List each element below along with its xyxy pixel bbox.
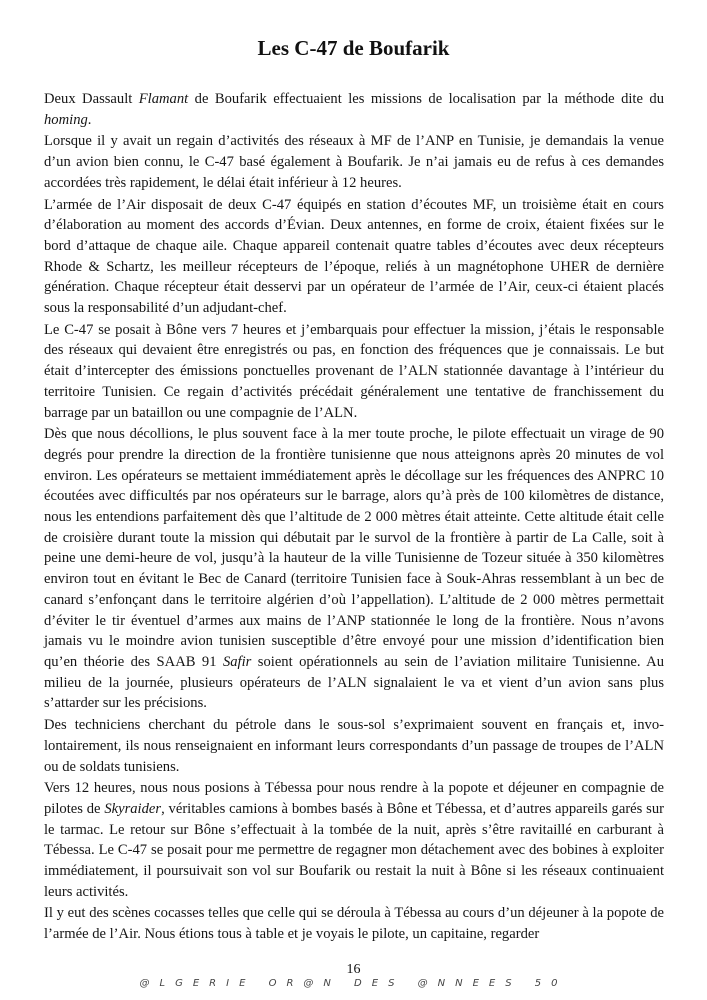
italic-term: homing	[44, 111, 88, 128]
italic-term: Skyraider	[104, 800, 162, 817]
text-run: , véritables camions à bombes basés à Bône et Tébessa, et d’autres appareils garés sur le tarmac. Le retour sur Bône s’effectuait à la tombée de la nuit, après s’être ravitaillé en carburant à Tébessa. Le C-47 se posait pour me permettre de regagner mon détachement avec des bobines à exploiter immédiatement, il poursuivait son vol sur Boufarik ou restait la nuit à Bône si les réseaux continuaient leurs activités.	[44, 800, 664, 900]
italic-term: Safir	[222, 653, 252, 670]
paragraph	[44, 320, 664, 424]
text-run: Dès que nous décollions, le plus souvent face à la mer toute proche, le pilote effectuait un virage de 90 degrés pour prendre la direction de la frontière tunisienne que nous atteignons après 20 minutes de vol environ. Les opérateurs se mettaient immédiatement après le décollage sur les fréquences des ANPRC 10 écoutées avec difficultés par nos opérateurs sur le barrage, alors qu’à près de 100 kilomètres de distance, nous les entendions parfaitement dès que l’altitude de 2 000 mètres était atteinte. Cette altitude était celle de croisière durant toute la mission qui débutait par le survol de la frontière à partir de La Calle, soit à peine une demi-heure de vol, jusqu’à la hauteur de la ville Tunisienne de Tozeur située à 350 kilomètres environ tout en évitant le Bec de Canard (territoire Tunisien face à Souk-Ahras ressemblant à un bec de canard s’enfonçant dans le territoire algérien d’où l’appellation). L’altitude de 2 000 mètres permettait d’éviter le tir éventuel d’armes aux mains de l’ANP stationnée le long de la frontière. Nous n’avons jamais vu le moindre avion tunisien susceptible d’être envoyé pour une mission d’identification bien qu’en théorie des SAAB 91	[44, 426, 664, 670]
text-run: Deux Dassault	[44, 91, 139, 107]
text-run: soient opérationnels au sein de l’aviation militaire Tunisienne. Au milieu de la journée, plusieurs opérateurs de l’ALN signalaient le va et vient d’un avion sans plus s’attarder sur les précisions.	[44, 653, 664, 712]
paragraph	[44, 195, 664, 319]
body-text	[44, 89, 664, 946]
text-run: Vers 12 heures, nous nous posions à Tébessa pour nous rendre à la popote et déjeuner en compagnie de pilotes de	[44, 780, 664, 817]
text-run: Le C-47 se posait à Bône vers 7 heures et j’embarquais pour effectuer la mission, j’étais le responsable des réseaux qui devaient être enregistrés ou pas, en fonction des fréquences que je connaissais. Le but était d’intercepter des émissions ponctuelles provenant de l’ALN stationnée davantage à l’intérieur du territoire Tunisien. Ce regain d’activités précédait généralement une tentative de franchissement du barrage par un bataillon ou une compagnie de l’ALN.	[44, 321, 664, 421]
paragraph	[44, 424, 664, 714]
italic-term: Flamant	[138, 91, 189, 107]
page-number: 16	[346, 962, 361, 977]
text-run: de Boufarik effectuaient les missions de localisation par la méthode dite du	[188, 91, 664, 107]
page-title: Les C-47 de Boufarik	[257, 36, 450, 60]
paragraph	[44, 715, 664, 777]
text-run: Des techniciens cherchant du pétrole dans le sous-sol s’exprimaient souvent en français et, involontairement, ils nous renseignaient en informant leurs correspondants d’un passage de troupes de l’ALN ou de soldats tunisiens.	[44, 717, 664, 775]
text-run: Il y eut des scènes cocasses telles que celle qui se déroula à Tébessa au cours d’un déjeuner à la popote de l’armée de l’Air. Nous étions tous à table et je voyais le pilote, un capitaine, regarder	[44, 905, 664, 943]
paragraph	[44, 903, 664, 944]
paragraph	[44, 89, 664, 130]
text-run: .	[87, 111, 92, 128]
paragraph	[44, 131, 664, 193]
footer-running-title: @LGERIE OR@N DES @NNEES 50	[139, 978, 568, 989]
text-run: Lorsque il y avait un regain d’activités des réseaux à MF de l’ANP en Tunisie, je demandais la venue d’un avion bien connu, le C-47 basé également à Boufarik. Je n’ai jamais eu de refus à ces demandes accordées très rapidement, le délai était inférieur à 12 heures.	[44, 133, 664, 191]
text-run: L’armée de l’Air disposait de deux C-47 équipés en station d’écoutes MF, un troisième était en cours d’élaboration au moment des accords d’Évian. Deux antennes, en forme de croix, étaient fixées sur le bord d’attaque de chaque aile. Chaque appareil contenait quatre tables d’écoutes avec deux récepteurs Rhode & Schartz, les meilleur récepteurs de l’époque, reliés à un magnétophone UHER de dernière génération. Chaque récepteur était desservi par un opérateur de l’armée de l’Air, ceux-ci étaient placés sous la responsabilité d’un adjudant-chef.	[44, 196, 664, 317]
paragraph	[44, 778, 664, 902]
